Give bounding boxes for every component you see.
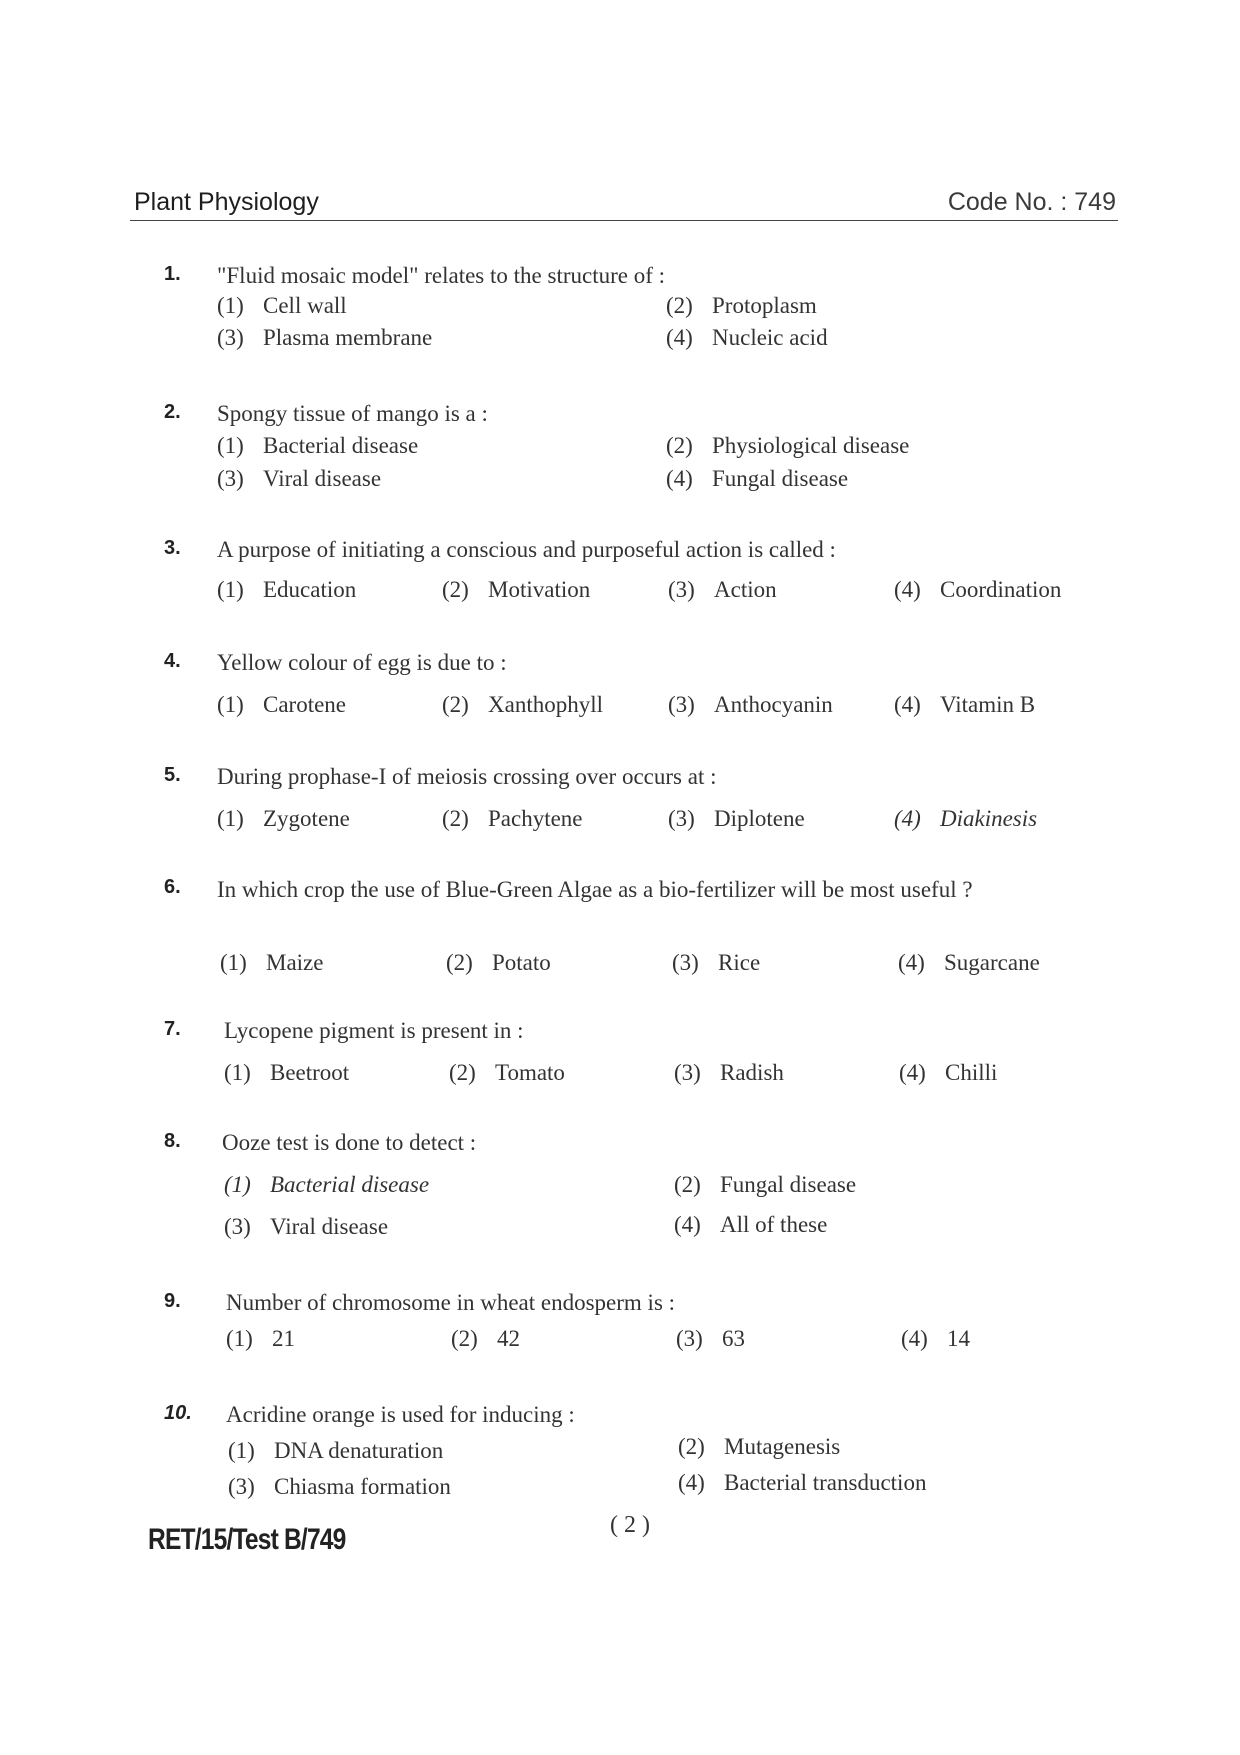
option-text: Education <box>263 577 357 602</box>
option-3[interactable] <box>672 950 760 976</box>
question-text: A purpose of initiating a conscious and purposeful action is called : <box>217 537 836 562</box>
option-number: (3) <box>676 1326 703 1351</box>
option-number: (2) <box>442 577 469 602</box>
option-text: DNA denaturation <box>274 1438 444 1463</box>
option-text: All of these <box>720 1212 828 1237</box>
page-number: ( 2 ) <box>610 1512 650 1538</box>
option-number: (4) <box>898 950 925 975</box>
option-number: (4) <box>894 806 921 831</box>
option-number: (1) <box>220 950 247 975</box>
option-text: Tomato <box>495 1060 565 1085</box>
option-3[interactable] <box>676 1326 745 1352</box>
test-code: RET/15/Test B/749 <box>148 1523 346 1556</box>
option-3[interactable] <box>224 1214 388 1240</box>
option-2[interactable] <box>451 1326 520 1352</box>
option-text: Rice <box>718 950 761 975</box>
option-number: (4) <box>666 466 693 491</box>
question-text: Acridine orange is used for inducing : <box>226 1402 575 1427</box>
option-number: (2) <box>666 433 693 458</box>
question-text: Ooze test is done to detect : <box>222 1130 477 1155</box>
option-text: Cell wall <box>263 293 347 318</box>
option-number: (3) <box>228 1474 255 1499</box>
question-number: 3. <box>164 537 181 559</box>
option-number: (4) <box>894 692 921 717</box>
option-number: (4) <box>901 1326 928 1351</box>
option-text: Radish <box>720 1060 784 1085</box>
option-number: (1) <box>217 293 244 318</box>
question-text: During prophase-I of meiosis crossing over occurs at : <box>217 764 717 789</box>
question-number: 9. <box>164 1290 181 1312</box>
option-3[interactable] <box>217 466 381 492</box>
option-number: (3) <box>668 577 695 602</box>
option-4[interactable] <box>899 1060 997 1086</box>
question-number: 7. <box>164 1018 181 1040</box>
option-text: Plasma membrane <box>263 325 433 350</box>
option-text: Pachytene <box>488 806 583 831</box>
option-1[interactable] <box>228 1438 443 1464</box>
option-number: (3) <box>674 1060 701 1085</box>
option-3[interactable] <box>674 1060 784 1086</box>
header-divider <box>130 220 1118 221</box>
option-1[interactable] <box>217 577 356 603</box>
option-number: (1) <box>217 806 244 831</box>
option-text: Motivation <box>488 577 591 602</box>
option-2[interactable] <box>446 950 551 976</box>
option-text: Physiological disease <box>712 433 910 458</box>
question-number: 2. <box>164 401 181 423</box>
option-3[interactable] <box>668 806 805 832</box>
option-number: (1) <box>228 1438 255 1463</box>
option-text: 21 <box>272 1326 295 1351</box>
question-number: 4. <box>164 650 181 672</box>
option-number: (3) <box>668 806 695 831</box>
option-4[interactable] <box>678 1470 926 1496</box>
question-text: Number of chromosome in wheat endosperm is : <box>226 1290 676 1315</box>
option-number: (2) <box>674 1172 701 1197</box>
question-number: 1. <box>164 263 181 285</box>
option-text: 42 <box>497 1326 520 1351</box>
option-2[interactable] <box>666 433 909 459</box>
option-1[interactable] <box>224 1172 429 1198</box>
option-number: (3) <box>672 950 699 975</box>
code-number: Code No. : 749 <box>947 188 1116 216</box>
option-number: (1) <box>217 433 244 458</box>
option-number: (2) <box>678 1434 705 1459</box>
option-1[interactable] <box>220 950 323 976</box>
option-3[interactable] <box>668 577 777 603</box>
option-1[interactable] <box>224 1060 349 1086</box>
option-4[interactable] <box>666 466 848 492</box>
option-number: (2) <box>442 692 469 717</box>
question-text: "Fluid mosaic model" relates to the structure of : <box>217 263 666 288</box>
option-text: Bacterial disease <box>270 1172 430 1197</box>
option-number: (1) <box>217 692 244 717</box>
option-number: (2) <box>451 1326 478 1351</box>
option-2[interactable] <box>442 577 590 603</box>
option-text: Viral disease <box>263 466 382 491</box>
option-text: Beetroot <box>270 1060 350 1085</box>
question-number: 6. <box>164 876 181 898</box>
option-number: (1) <box>226 1326 253 1351</box>
option-number: (4) <box>894 577 921 602</box>
option-4[interactable] <box>674 1212 827 1238</box>
option-number: (2) <box>446 950 473 975</box>
option-text: Bacterial transduction <box>724 1470 927 1495</box>
option-number: (4) <box>899 1060 926 1085</box>
option-1[interactable] <box>217 692 346 718</box>
option-number: (2) <box>442 806 469 831</box>
option-1[interactable] <box>217 806 350 832</box>
option-number: (4) <box>678 1470 705 1495</box>
question-text: In which crop the use of Blue-Green Algae as a bio-fertilizer will be most useful ? <box>217 877 973 902</box>
question-text: Lycopene pigment is present in : <box>224 1018 524 1043</box>
option-2[interactable] <box>449 1060 565 1086</box>
option-text: Protoplasm <box>712 293 817 318</box>
option-2[interactable] <box>678 1434 840 1460</box>
option-number: (2) <box>449 1060 476 1085</box>
option-text: Zygotene <box>263 806 350 831</box>
option-number: (3) <box>217 325 244 350</box>
option-text: Fungal disease <box>720 1172 857 1197</box>
option-4[interactable] <box>666 325 828 351</box>
option-number: (2) <box>666 293 693 318</box>
option-number: (1) <box>224 1172 251 1197</box>
option-text: Chiasma formation <box>274 1474 451 1499</box>
option-text: Chilli <box>945 1060 998 1085</box>
option-2[interactable] <box>674 1172 856 1198</box>
option-text: Vitamin B <box>940 692 1036 717</box>
subject-title: Plant Physiology <box>134 188 319 216</box>
option-text: Anthocyanin <box>714 692 833 717</box>
option-4[interactable] <box>894 577 1061 603</box>
option-text: Action <box>714 577 777 602</box>
option-text: 14 <box>947 1326 970 1351</box>
option-text: Diakinesis <box>940 806 1038 831</box>
option-4[interactable] <box>894 692 1035 718</box>
option-3[interactable] <box>228 1474 451 1500</box>
option-1[interactable] <box>217 293 347 319</box>
option-text: 63 <box>722 1326 745 1351</box>
option-1[interactable] <box>217 433 418 459</box>
option-number: (1) <box>217 577 244 602</box>
question-number: 10. <box>164 1402 192 1424</box>
option-4[interactable] <box>898 950 1040 976</box>
option-text: Coordination <box>940 577 1062 602</box>
option-4[interactable] <box>894 806 1037 832</box>
option-2[interactable] <box>442 692 603 718</box>
option-3[interactable] <box>217 325 432 351</box>
option-2[interactable] <box>442 806 583 832</box>
option-1[interactable] <box>226 1326 295 1352</box>
option-text: Potato <box>492 950 551 975</box>
option-number: (3) <box>668 692 695 717</box>
option-text: Bacterial disease <box>263 433 419 458</box>
question-text: Yellow colour of egg is due to : <box>217 650 507 675</box>
option-text: Nucleic acid <box>712 325 828 350</box>
option-text: Mutagenesis <box>724 1434 841 1459</box>
option-text: Diplotene <box>714 806 805 831</box>
option-text: Maize <box>266 950 324 975</box>
option-number: (4) <box>666 325 693 350</box>
option-number: (3) <box>217 466 244 491</box>
option-4[interactable] <box>901 1326 970 1352</box>
question-number: 8. <box>164 1130 181 1152</box>
option-number: (1) <box>224 1060 251 1085</box>
option-number: (4) <box>674 1212 701 1237</box>
option-text: Sugarcane <box>944 950 1040 975</box>
option-text: Viral disease <box>270 1214 389 1239</box>
option-text: Carotene <box>263 692 347 717</box>
question-text: Spongy tissue of mango is a : <box>217 401 488 426</box>
option-3[interactable] <box>668 692 833 718</box>
option-text: Fungal disease <box>712 466 849 491</box>
page-header <box>134 188 1116 224</box>
option-text: Xanthophyll <box>488 692 603 717</box>
option-2[interactable] <box>666 293 817 319</box>
question-number: 5. <box>164 764 181 786</box>
option-number: (3) <box>224 1214 251 1239</box>
